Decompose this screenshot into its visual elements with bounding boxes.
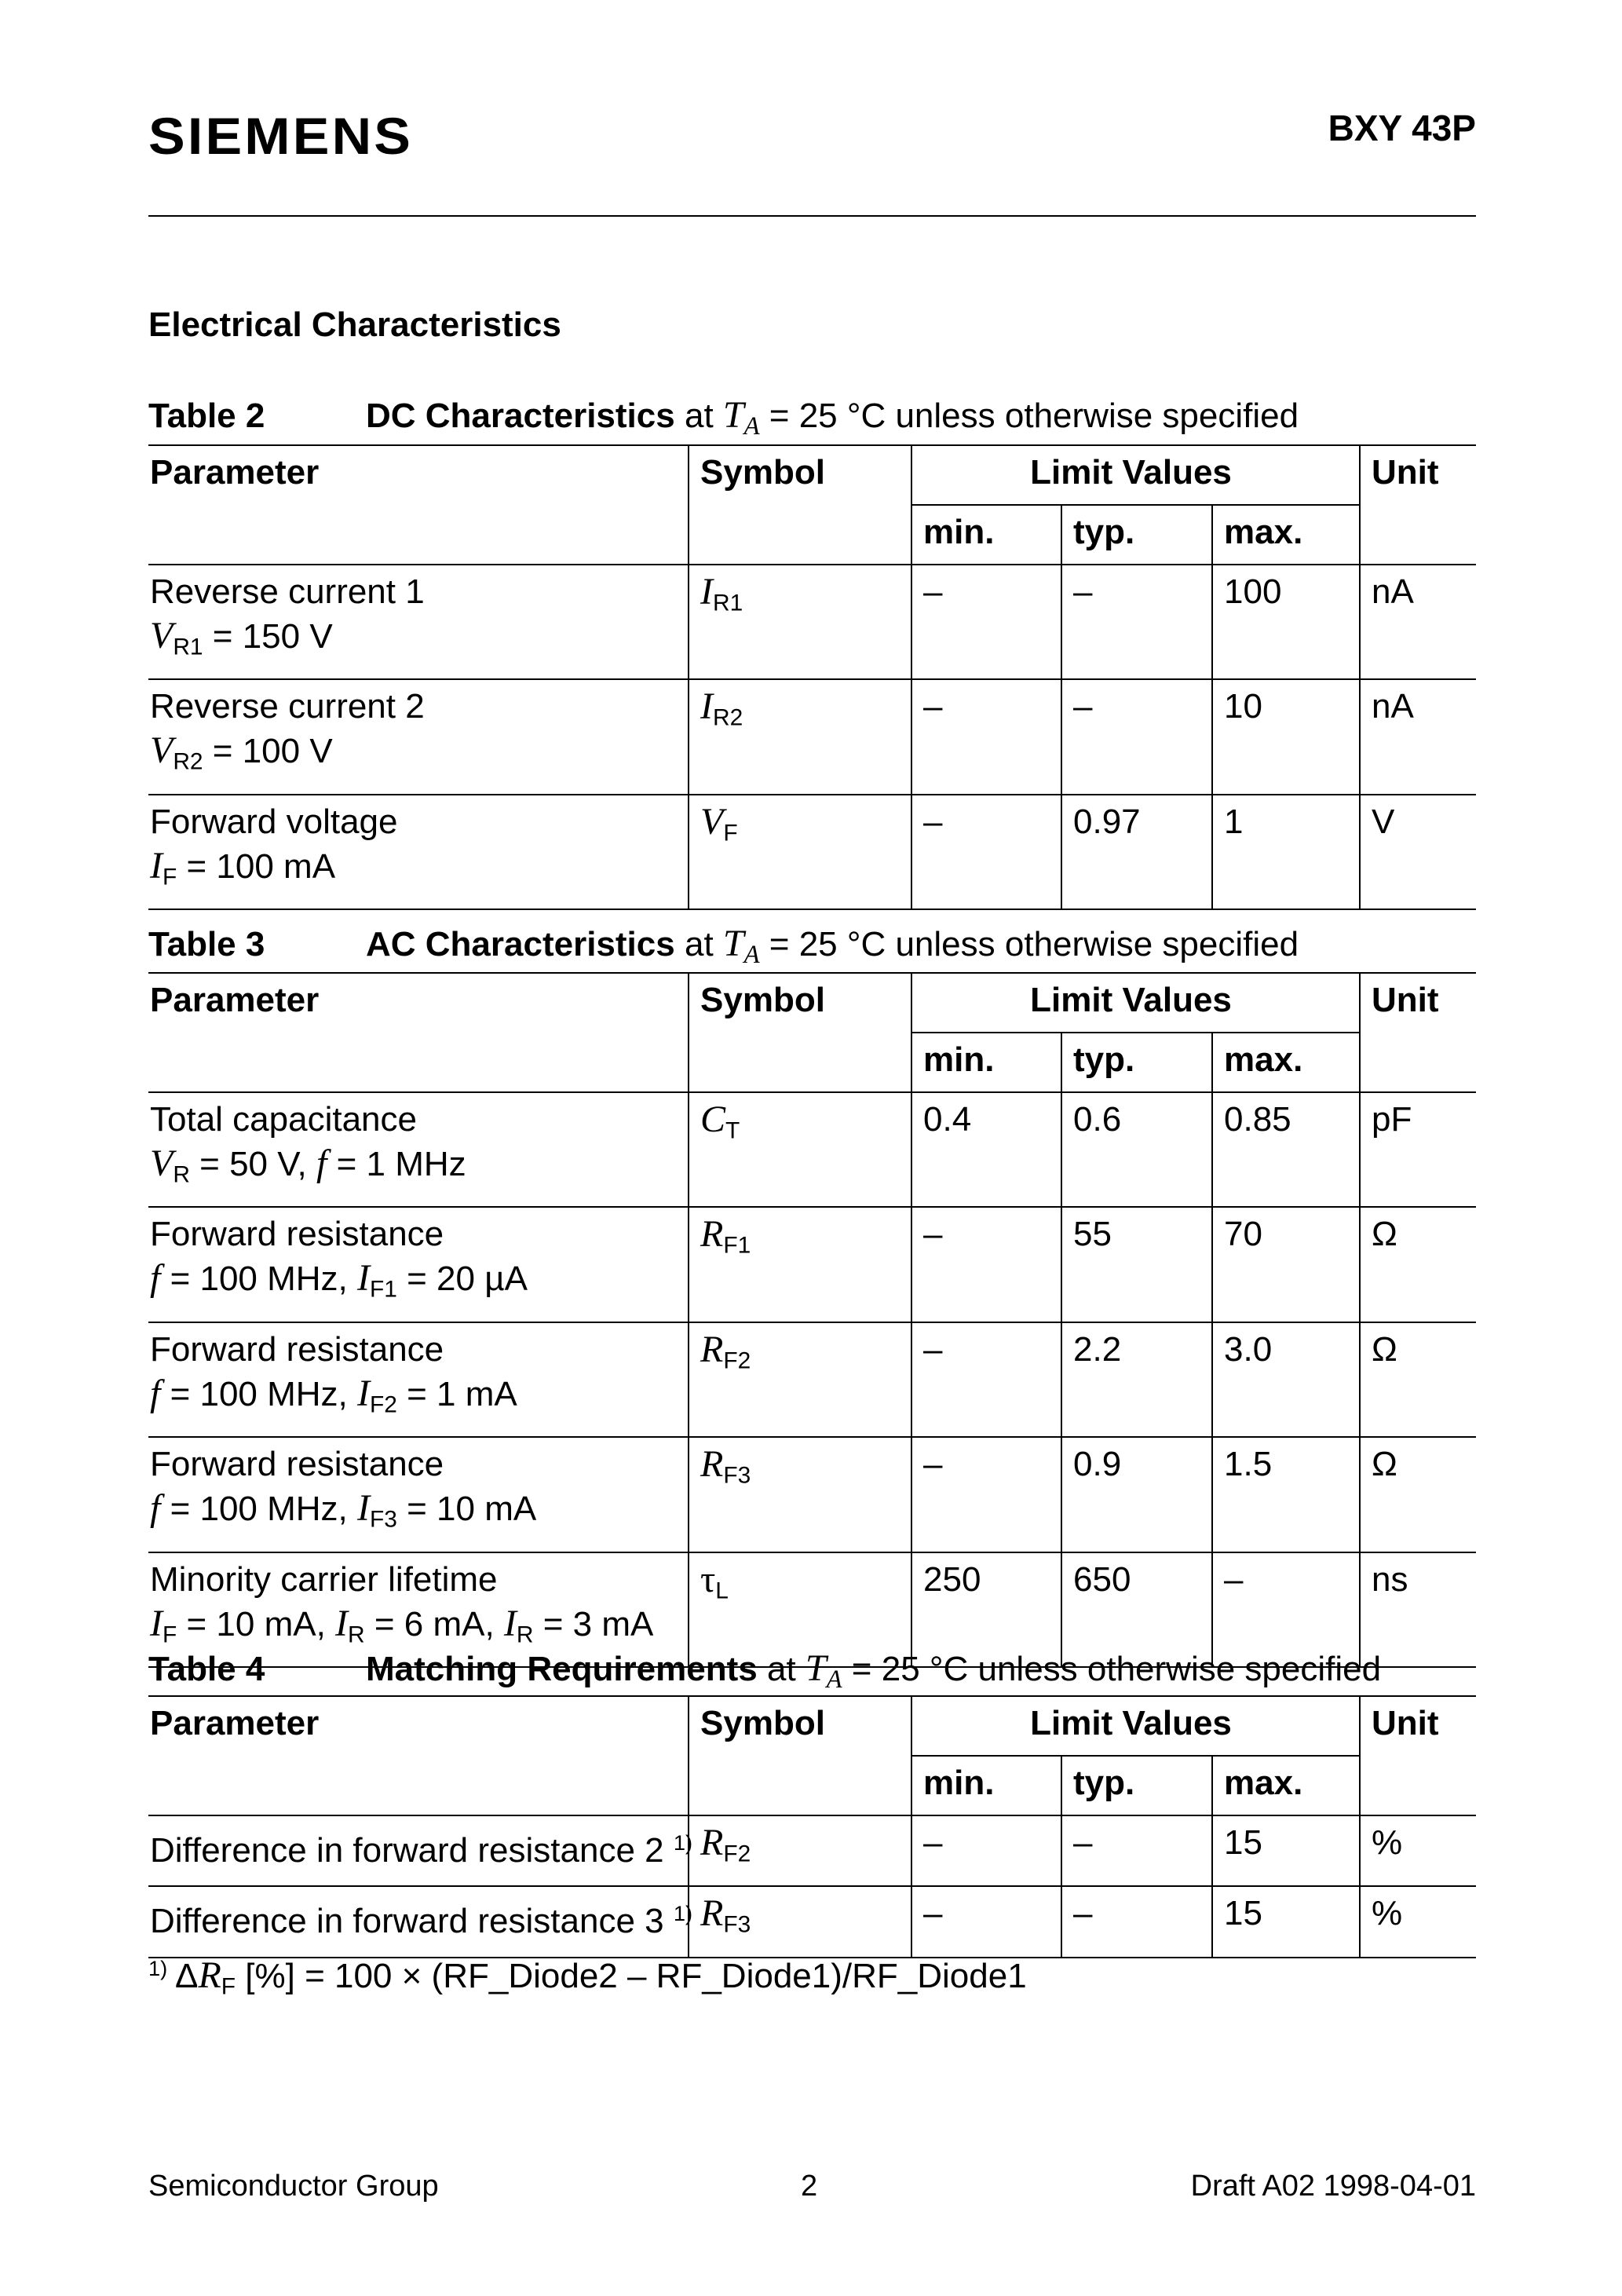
typ-cell: –	[1061, 1886, 1212, 1957]
min-cell: –	[911, 1437, 1061, 1552]
unit-cell: Ω	[1360, 1322, 1476, 1437]
typ-cell: 0.97	[1061, 795, 1212, 909]
min-cell: –	[911, 679, 1061, 794]
footer-draft-info: Draft A02 1998-04-01	[1190, 2170, 1476, 2203]
max-cell: 100	[1212, 565, 1360, 679]
col-header-parameter: Parameter	[148, 973, 689, 1092]
part-number: BXY 43P	[1328, 108, 1476, 148]
max-cell: 3.0	[1212, 1322, 1360, 1437]
col-header-typ: typ.	[1061, 1033, 1212, 1092]
unit-cell: Ω	[1360, 1207, 1476, 1322]
col-header-min: min.	[911, 1756, 1061, 1815]
col-header-max: max.	[1212, 1756, 1360, 1815]
col-header-parameter: Parameter	[148, 445, 689, 565]
typ-cell: 55	[1061, 1207, 1212, 1322]
symbol-cell: $I_{R1}$	[689, 565, 911, 679]
min-cell: –	[911, 1207, 1061, 1322]
temperature-symbol: $T_A$	[722, 923, 760, 970]
col-header-parameter: Parameter	[148, 1696, 689, 1815]
table-caption	[148, 394, 1299, 441]
max-cell: 0.85	[1212, 1092, 1360, 1207]
condition-value: = 25 °C unless otherwise specified	[769, 397, 1299, 435]
condition-prefix: at	[766, 1650, 796, 1688]
col-header-unit: Unit	[1360, 973, 1476, 1092]
table-number: Table 3	[148, 925, 265, 963]
section-title: Electrical Characteristics	[148, 305, 561, 344]
symbol-cell: $V_F$	[689, 795, 911, 909]
col-header-typ: typ.	[1061, 1756, 1212, 1815]
parameter-cell: Reverse current 2 $V_{R2} = 100$ V	[148, 679, 689, 794]
max-cell: 15	[1212, 1815, 1360, 1886]
table-caption	[148, 1647, 1382, 1695]
temperature-symbol: $T_A$	[722, 394, 760, 441]
table-row	[148, 679, 1476, 794]
typ-cell: 2.2	[1061, 1322, 1212, 1437]
siemens-logo: SIEMENS	[148, 107, 414, 165]
unit-cell: nA	[1360, 679, 1476, 794]
header-divider	[148, 215, 1476, 217]
min-cell: –	[911, 795, 1061, 909]
table-row	[148, 1886, 1476, 1957]
condition-prefix: at	[684, 397, 714, 435]
max-cell: 10	[1212, 679, 1360, 794]
typ-cell: 650	[1061, 1552, 1212, 1667]
parameter-cell: Forward voltage $I_F = 100$ mA	[148, 795, 689, 909]
parameter-cell: Reverse current 1 $V_{R1} = 150$ V	[148, 565, 689, 679]
footer-company: Semiconductor Group	[148, 2170, 439, 2203]
parameter-cell: Difference in forward resistance 3 $^{1)}$	[148, 1886, 689, 1957]
col-header-unit: Unit	[1360, 445, 1476, 565]
col-header-min: min.	[911, 505, 1061, 565]
col-header-limit-values: Limit Values	[911, 445, 1360, 505]
table-caption	[148, 925, 1299, 968]
unit-cell: Ω	[1360, 1437, 1476, 1552]
unit-cell: V	[1360, 795, 1476, 909]
col-header-max: max.	[1212, 505, 1360, 565]
parameter-cell: Minority carrier lifetime $I_F = 10$ mA, $I_R = 6$ mA, $I_R = 3$ mA	[148, 1552, 689, 1667]
table-row	[148, 1437, 1476, 1552]
max-cell: –	[1212, 1552, 1360, 1667]
table-title: AC Characteristics	[366, 925, 675, 963]
unit-cell: ns	[1360, 1552, 1476, 1667]
parameter-cell: Difference in forward resistance 2 $^{1)}$	[148, 1815, 689, 1886]
footnote	[148, 1954, 1027, 2000]
table-row	[148, 795, 1476, 909]
col-header-typ: typ.	[1061, 505, 1212, 565]
col-header-limit-values: Limit Values	[911, 1696, 1360, 1756]
table-title: DC Characteristics	[366, 397, 675, 435]
table-row	[148, 1207, 1476, 1322]
unit-cell: nA	[1360, 565, 1476, 679]
min-cell: –	[911, 1815, 1061, 1886]
typ-cell: –	[1061, 565, 1212, 679]
symbol-cell: $I_{R2}$	[689, 679, 911, 794]
symbol-cell: $\tau_L$	[689, 1552, 911, 1667]
typ-cell: 0.9	[1061, 1437, 1212, 1552]
table-row	[148, 565, 1476, 679]
symbol-cell: $R_{F3}$	[689, 1886, 911, 1957]
typ-cell: 0.6	[1061, 1092, 1212, 1207]
min-cell: –	[911, 1886, 1061, 1957]
parameter-cell: Total capacitance $V_R = 50$ V, f = 1 MHz	[148, 1092, 689, 1207]
symbol-cell: $R_{F1}$	[689, 1207, 911, 1322]
temperature-symbol: $T_A$	[805, 1647, 842, 1695]
symbol-cell: $C_T$	[689, 1092, 911, 1207]
col-header-limit-values: Limit Values	[911, 973, 1360, 1033]
parameter-cell: Forward resistance f = 100 MHz, $I_{F3} = 10$ mA	[148, 1437, 689, 1552]
table-row	[148, 1322, 1476, 1437]
max-cell: 70	[1212, 1207, 1360, 1322]
parameter-cell: Forward resistance f = 100 MHz, $I_{F2} = 1$ mA	[148, 1322, 689, 1437]
condition-value: = 25 °C unless otherwise specified	[851, 1650, 1382, 1688]
condition-value: = 25 °C unless otherwise specified	[769, 925, 1299, 963]
typ-cell: –	[1061, 679, 1212, 794]
table-title: Matching Requirements	[366, 1650, 758, 1688]
unit-cell: %	[1360, 1886, 1476, 1957]
matching-requirements-table	[148, 1695, 1476, 1958]
max-cell: 1	[1212, 795, 1360, 909]
dc-characteristics-table	[148, 444, 1476, 910]
min-cell: 250	[911, 1552, 1061, 1667]
col-header-symbol: Symbol	[689, 1696, 911, 1815]
col-header-unit: Unit	[1360, 1696, 1476, 1815]
col-header-min: min.	[911, 1033, 1061, 1092]
min-cell: –	[911, 565, 1061, 679]
col-header-max: max.	[1212, 1033, 1360, 1092]
condition-prefix: at	[684, 925, 714, 963]
page-number: 2	[801, 2170, 818, 2203]
table-row	[148, 1815, 1476, 1886]
typ-cell: –	[1061, 1815, 1212, 1886]
symbol-cell: $R_{F2}$	[689, 1322, 911, 1437]
table-number: Table 2	[148, 397, 265, 435]
min-cell: –	[911, 1322, 1061, 1437]
table-number: Table 4	[148, 1650, 265, 1688]
col-header-symbol: Symbol	[689, 973, 911, 1092]
col-header-symbol: Symbol	[689, 445, 911, 565]
ac-characteristics-table	[148, 972, 1476, 1668]
unit-cell: %	[1360, 1815, 1476, 1886]
symbol-cell: $R_{F3}$	[689, 1437, 911, 1552]
max-cell: 15	[1212, 1886, 1360, 1957]
min-cell: 0.4	[911, 1092, 1061, 1207]
unit-cell: pF	[1360, 1092, 1476, 1207]
table-row	[148, 1092, 1476, 1207]
footnote-text: $\Delta R_F$ [%] = 100 × (RF_Diode2 – RF_Diode1)/RF_Diode1	[175, 1954, 1027, 2000]
symbol-cell: $R_{F2}$	[689, 1815, 911, 1886]
footnote-mark: 1)	[148, 1956, 168, 1980]
parameter-cell: Forward resistance f = 100 MHz, $I_{F1} = 20$ µA	[148, 1207, 689, 1322]
max-cell: 1.5	[1212, 1437, 1360, 1552]
